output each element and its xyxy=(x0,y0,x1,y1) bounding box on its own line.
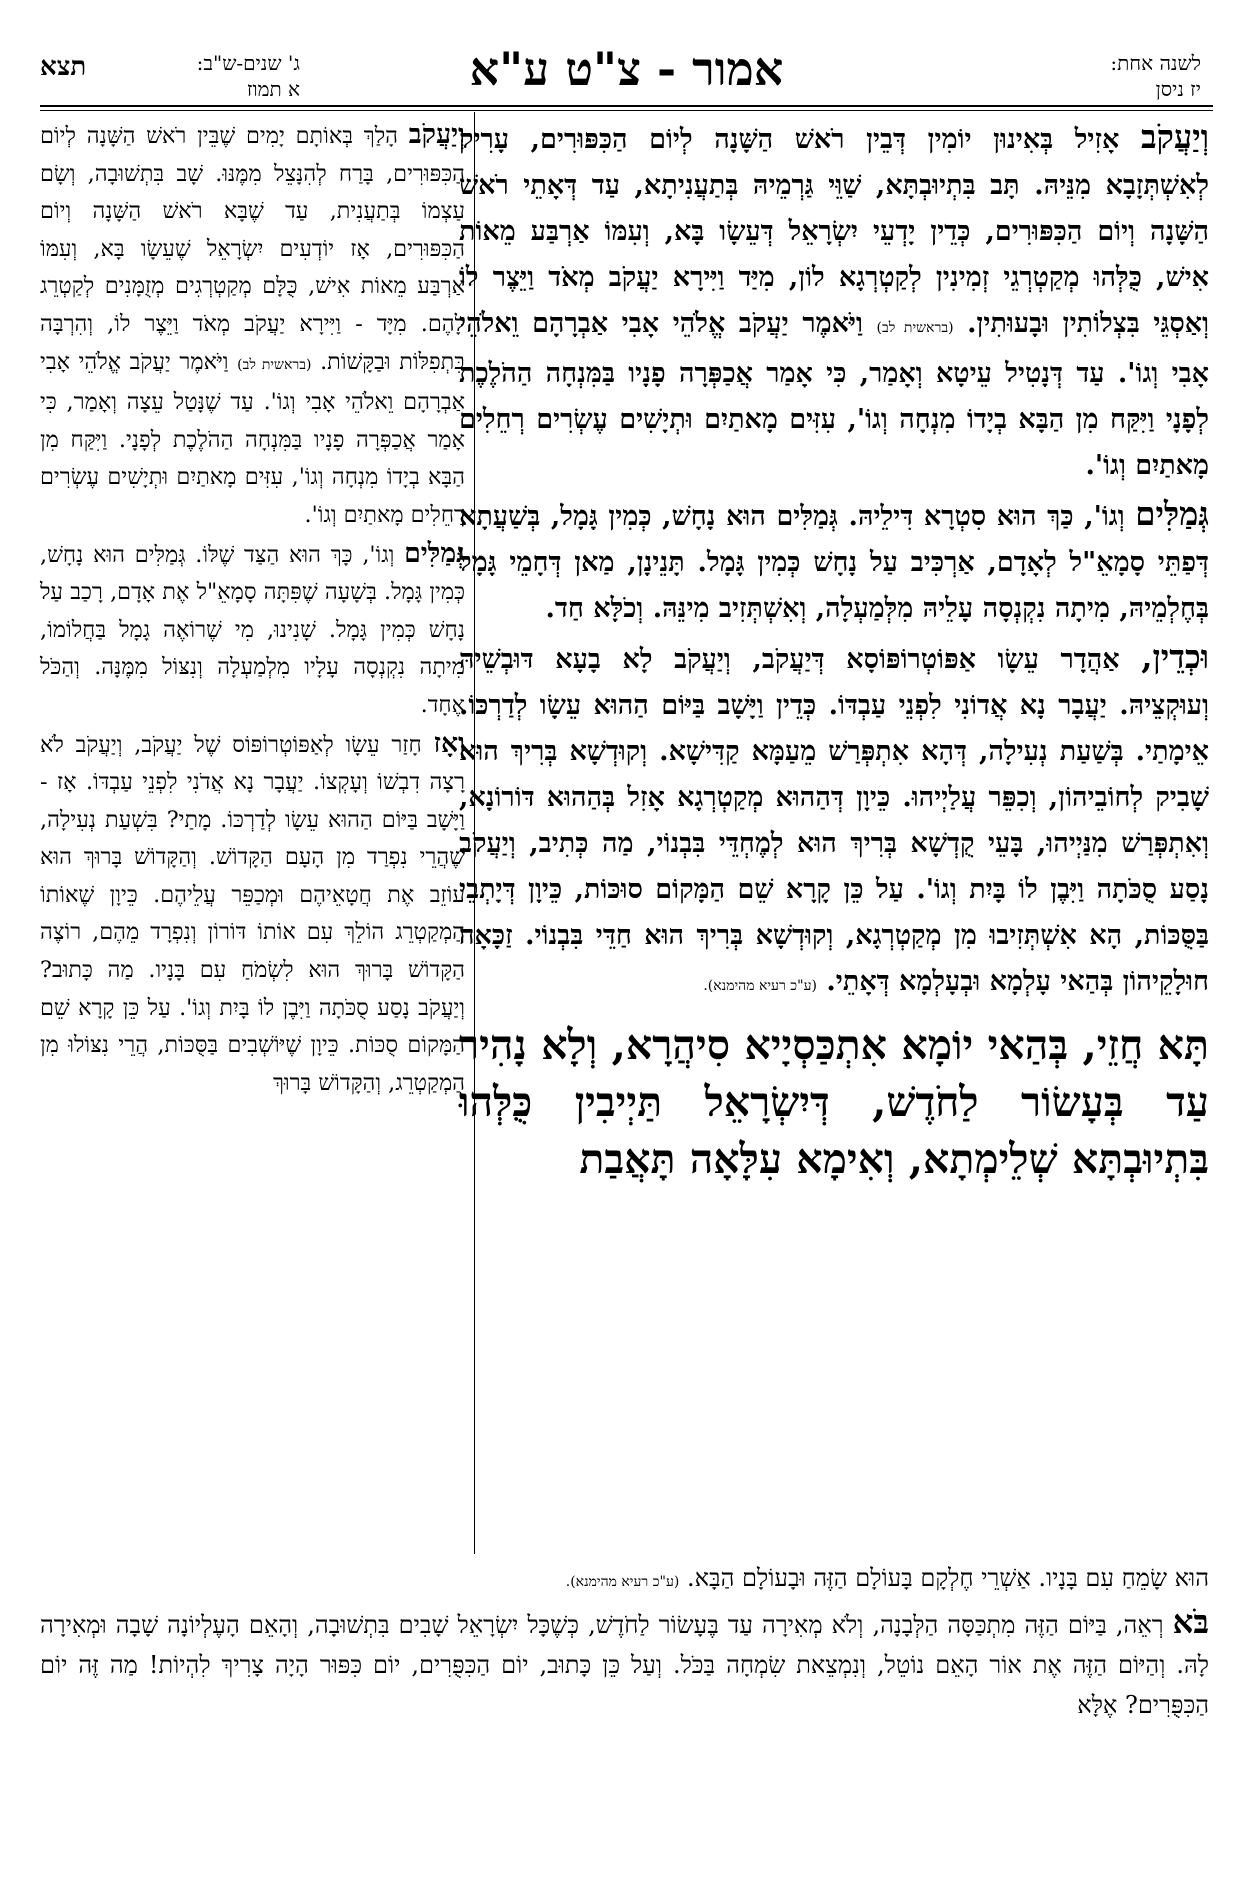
header-left-line2: א תמוז xyxy=(246,77,300,101)
side-paragraph-3 xyxy=(40,725,465,1103)
side-text-block xyxy=(40,116,465,1102)
side-lead-word-2: גְּמַלִּים xyxy=(404,537,465,569)
side-lead-word-1: וְיַעֲקֹב xyxy=(408,119,465,150)
side-lead-word-3: וְאָז xyxy=(433,727,465,759)
bottom-citation-1: (ע"כ רעיא מהימנא). xyxy=(565,1574,680,1590)
bottom-lead-word: בֹּא xyxy=(1172,1603,1209,1641)
side-text-1b: וַיֹּאמֶר יַעֲקֹב אֱלֹהֵי אָבִי אַבְרָהָם וֵאלֹהֵי אָבִי וְגוֹ'. עַד שֶׁנָּטַל עֵצָה וְאָמַר, כִּי אָמַר אֲכַפְּרָה פָנָיו בַּמִּנְחָה הַהֹלֶכֶת לְפָנָי. וַיִּקַּח מִן הַבָּא בְיָדוֹ מִנְחָה וְגוֹ', עִזִּים מָאתַיִם וּתְיָשִׁים עֶשְׂרִים רְחֵלִים מָאתַיִם וְגוֹ'. xyxy=(40,348,465,528)
header-left-line1: ג' שנים-ש"ב: xyxy=(196,51,300,75)
main-citation-3: (ע"כ רעיא מהימנא). xyxy=(703,978,817,994)
bottom-text-1: הוּא שָׂמֵחַ עִם בָּנָיו. אַשְׁרֵי חֶלְקָם בָּעוֹלָם הַזֶּה וּבָעוֹלָם הַבָּא. xyxy=(679,1564,1209,1592)
side-text-2: וְגוֹ', כָּךְ הוּא הַצַּד שֶׁלּוֹ. גְּמַלִּים הוּא נָחָשׁ, כְּמִין גָּמָל. בְּשָׁעָה שֶׁפִּתָּה סָמָאֵ"ל אֶת אָדָם, רָכַב עַל נָחָשׁ כְּמִין גָּמָל. שָׁנִינוּ, מִי שֶׁרוֹאֶה גָמָל בַּחֲלוֹמוֹ, מִיתָה נִקְנְסָה עָלָיו מִלְמַעְלָה וְנִצּוֹל מִמֶּנָּה. וְהַכֹּל אֶחָד. xyxy=(40,541,465,718)
hebrew-translation-column xyxy=(40,116,465,1102)
header-right-line2: יז ניסן xyxy=(1155,77,1201,101)
bottom-text-2: רְאֵה, בַּיּוֹם הַזֶּה מִתְכַּסָּה הַלְּבָנָה, וְלֹא מְאִירָה עַד בֶּעָשׂוֹר לַחֹדֶשׁ, כְּשֶׁכָּל יִשְׂרָאֵל שָׁבִים בִּתְשׁוּבָה, וְהָאֵם הָעֶלְיוֹנָה שָׁבָה וּמְאִירָה לָהּ. וְהַיּוֹם הַזֶּה אֶת אוֹר הָאֵם נוֹטֵל, וְנִמְצֵאת שִׂמְחָה בַּכֹּל. וְעַל כֵּן כָּתוּב, יוֹם הַכִּפֻּרִים, יוֹם כִּפּוּר הָיָה צָרִיךְ לִהְיוֹת! מַה זֶּה יוֹם הַכִּפֻּרִים? אֶלָּא xyxy=(40,1611,1209,1719)
main-text-1b: יַעֲקֹב אֱלֹהֵי אָבִי אַבְרָהָם וֵאלֹהֵי אָבִי וְגוֹ'. עַד דְּנָטִיל עֵיטָא וְאָמַר, כִּי אָמַר אֲכַפְּרָה פָנָיו בַּמִּנְחָה הַהֹלֶכֶת לְפָנָי וַיִּקַּח מִן הַבָּא בְיָדוֹ מִנְחָה וְגוֹ', עִזִּים מָאתַיִם וּתְיָשִׁים עֶשְׂרִים רְחֵלִים מָאתַיִם וְגוֹ'. xyxy=(459,308,1209,481)
bottom-paragraph xyxy=(40,1602,1209,1725)
header-divider-thin xyxy=(40,110,1213,111)
page-number: תצא xyxy=(40,52,87,82)
main-text-3: אַהֲדָר עֵשָׂו אַפּוֹטְרוֹפּוֹסָא דְּיַעֲקֹב, וְיַעֲקֹב לָא בָעָא דּוּבְשֵׁיהּ וְעוּקְצֵיהּ. יַעֲבָר נָא אֲדוֹנִי לִפְנֵי עַבְדּוֹ. כְּדֵין וַיָּשָׁב בַּיּוֹם הַהוּא עֵשָׂו לְדַרְכּוֹ. אֵימָתַי. בְּשַׁעַת נְעִילָה, דְּהָא אִתְפְּרַשׁ מֵעַמָּא קַדִּישָׁא. וְקוּדְשָׁא בְּרִיךְ הוּא שָׁבִיק לְחוֹבֵיהוֹן, וְכִפֵּר עֲלַיְיהוּ. כֵּיוָן דְּהַהוּא מְקַטְרְגָא אָזִל בְּהַהוּא דּוֹרוֹנָא, וְאִתְפְּרַשׁ מִנַּיְיהוּ, בָּעֵי קֻדְשָׁא בְּרִיךְ הוּא לְמֶחְדֵּי בִּבְנוֹי, מַה כְּתִיב, וְיַעֲקֹב נָסַע סֻכֹּתָה וַיִּבֶן לוֹ בָּיִת וְגוֹ'. עַל כֵּן קָרָא שֵׁם הַמָּקוֹם סוּכּוֹת, כֵּיוָן דְּיָתְבֵי בַּסֻּכּוֹת, הָא אִשְׁתְּזִיבוּ מִן מְקַטְרְגָא, וְקוּדְשָׁא בְּרִיךְ הוּא חַדֵּי בִּבְנוֹי. זַכָּאָה חוּלָקֵיהוֹן בְּהַאי עָלְמָא וּבְעָלְמָא דְּאָתֵי. xyxy=(459,644,1209,997)
main-text-block xyxy=(459,114,1209,1009)
main-paragraph-3 xyxy=(459,634,1209,1009)
main-paragraph-2 xyxy=(459,491,1209,632)
bottom-line-1 xyxy=(40,1558,1209,1602)
main-paragraph-1 xyxy=(459,114,1209,489)
side-paragraph-1 xyxy=(40,116,465,535)
header-divider xyxy=(40,105,1213,107)
side-text-3: חָזַר עֵשָׂו לְאַפּוֹטְרוֹפּוֹס שֶׁל יַעֲקֹב, וְיַעֲקֹב לֹא רָצָה דִבְשׁוֹ וְעָקְצוֹ. יַעֲבָר נָא אֲדֹנִי לִפְנֵי עַבְדּוֹ. אָז - וַיָּשָׁב בַּיּוֹם הַהוּא עֵשָׂו לְדַרְכּוֹ. מָתַי? בִּשְׁעַת נְעִילָה, שֶׁהֲרֵי נִפְרַד מִן הָעָם הַקָּדוֹשׁ. וְהַקָּדוֹשׁ בָּרוּךְ הוּא עוֹזֵב אֶת חֲטָאֵיהֶם וּמְכַפֵּר עֲלֵיהֶם. כֵּיוָן שֶׁאוֹתוֹ הַמְקַטְרֵג הוֹלֵךְ עִם אוֹתוֹ דּוֹרוֹן וְנִפְרָד מֵהֶם, רוֹצֶה הַקָּדוֹשׁ בָּרוּךְ הוּא לִשְׂמֹחַ עִם בָּנָיו. מַה כָּתוּב? וְיַעֲקֹב נָסַע סֻכֹּתָה וַיִּבֶן לוֹ בָּיִת וְגוֹ'. עַל כֵּן קָרָא שֵׁם הַמָּקוֹם סֻכּוֹת. כֵּיוָן שֶׁיּוֹשְׁבִים בַּסֻּכּוֹת, הֲרֵי נִצּוֹלוּ מִן הַמְקַטְרֵג, וְהַקָּדוֹשׁ בָּרוּךְ xyxy=(40,731,465,1096)
aramaic-main-column xyxy=(459,114,1209,1188)
main-text-1: אָזִיל בְּאִינוּן יוֹמִין דְּבֵין רֹאשׁ הַשָּׁנָה לְיוֹם הַכִּפּוּרִים, עָרִיק לְאִשְׁתְּזָבָא מִנֵּיהּ. תָּב בִּתְיוּבְתָּא, שַׁוֵּי גַּרְמֵיהּ בְּתַעֲנִיתָא, עַד דְּאָתֵי רֹאשׁ הַשָּׁנָה וְיוֹם הַכִּפּוּרִים, כְּדֵין יָדְעֵי יִשְׂרָאֵל דְּעֵשָׂו בָּא, וְעִמּוֹ אַרְבַּע מֵאוֹת אִישׁ, כֻּלְּהוּ מְקַטְרְגֵי זְמִינִין לְקַטְרְגָא לוֹן, מִיַּד וַיִּירָא יַעֲקֹב מְאֹד וַיֵּצֶר לוֹ וְאַסְגֵּי בִּצְלוֹתִין וּבָעוּתִין. xyxy=(459,124,1210,339)
header-date-three-years xyxy=(40,50,300,102)
page-title: אמור - צ"ט ע"א xyxy=(469,42,784,96)
main-citation-1: (בראשית לב) xyxy=(876,320,954,336)
main-lead-word-2: גְּמַלִּים xyxy=(1135,495,1209,533)
header-right-line1: לשנה אחת: xyxy=(1110,51,1201,75)
main-text-1b-lead: וַיֹּאמֶר xyxy=(802,308,877,339)
side-text-1: הָלַךְ בְּאוֹתָם יָמִים שֶׁבֵּין רֹאשׁ הַשָּׁנָה לְיוֹם הַכִּפּוּרִים, בָּרַח לְהִנָּצֵל מִמֶּנּוּ. שָׁב בִּתְשׁוּבָה, וְשָׂם עַצְמוֹ בְּתַעֲנִית, עַד שֶׁבָּא רֹאשׁ הַשָּׁנָה וְיוֹם הַכִּפּוּרִים, אָז יוֹדְעִים יִשְׂרָאֵל שֶׁעֵשָׂו בָּא, וְעִמּוֹ אַרְבַּע מֵאוֹת אִישׁ, כֻּלָּם מְקַטְרְגִים מְזֻמָּנִים לְקַטְרֵג לָהֶם. מִיָּד - וַיִּירָא יַעֲקֹב מְאֹד וַיֵּצֶר לוֹ, וְהִרְבָּה בִּתְפִלּוֹת וּבַקָּשׁוֹת. xyxy=(40,123,465,375)
side-citation-1: (בראשית לב) xyxy=(237,356,312,373)
main-lead-word-3: וּכְדֵין, xyxy=(1141,638,1209,676)
main-text-2: וְגוֹ', כַּךְ הוּא סִטְרָא דִּילֵיהּ. גְּמַלִּים הוּא נָחָשׁ, כְּמִין גָּמָל, בְּשַׁעֲתָא דְּפַתֵּי סָמָאֵ"ל לְאָדָם, אַרְכִּיב עַל נָחָשׁ כְּמִין גָּמָל. תָּנֵינָן, מַאן דְּחָמֵי גָּמָל בְּחֶלְמֵיהּ, מִיתָה נִקְנְסָה עָלֵיהּ מִלְּמַעְלָה, וְאִשְׁתְּזִיב מִינֵּהּ. וְכֹלָּא חַד. xyxy=(459,501,1209,624)
bottom-full-width-text xyxy=(40,1558,1209,1725)
main-paragraph-4-large: תָּא חֲזֵי, בְּהַאי יוֹמָא אִתְכַּסְיָיא סִיהֲרָא, וְלָא נָהִיר עַד בְּעָשׂוֹר לַחֹדֶשׁ, דְּיִשְׂרָאֵל תַּיְיבִין כֻּלְּהוּ בִּתְיוּבְתָּא שְׁלֵימְתָא, וְאִימָא עִלָּאָה תָּאֲבַת xyxy=(459,1021,1209,1183)
header-left-block xyxy=(197,50,300,102)
main-lead-word-1: וְיַעֲקֹב xyxy=(1140,118,1209,156)
side-paragraph-2 xyxy=(40,535,465,725)
